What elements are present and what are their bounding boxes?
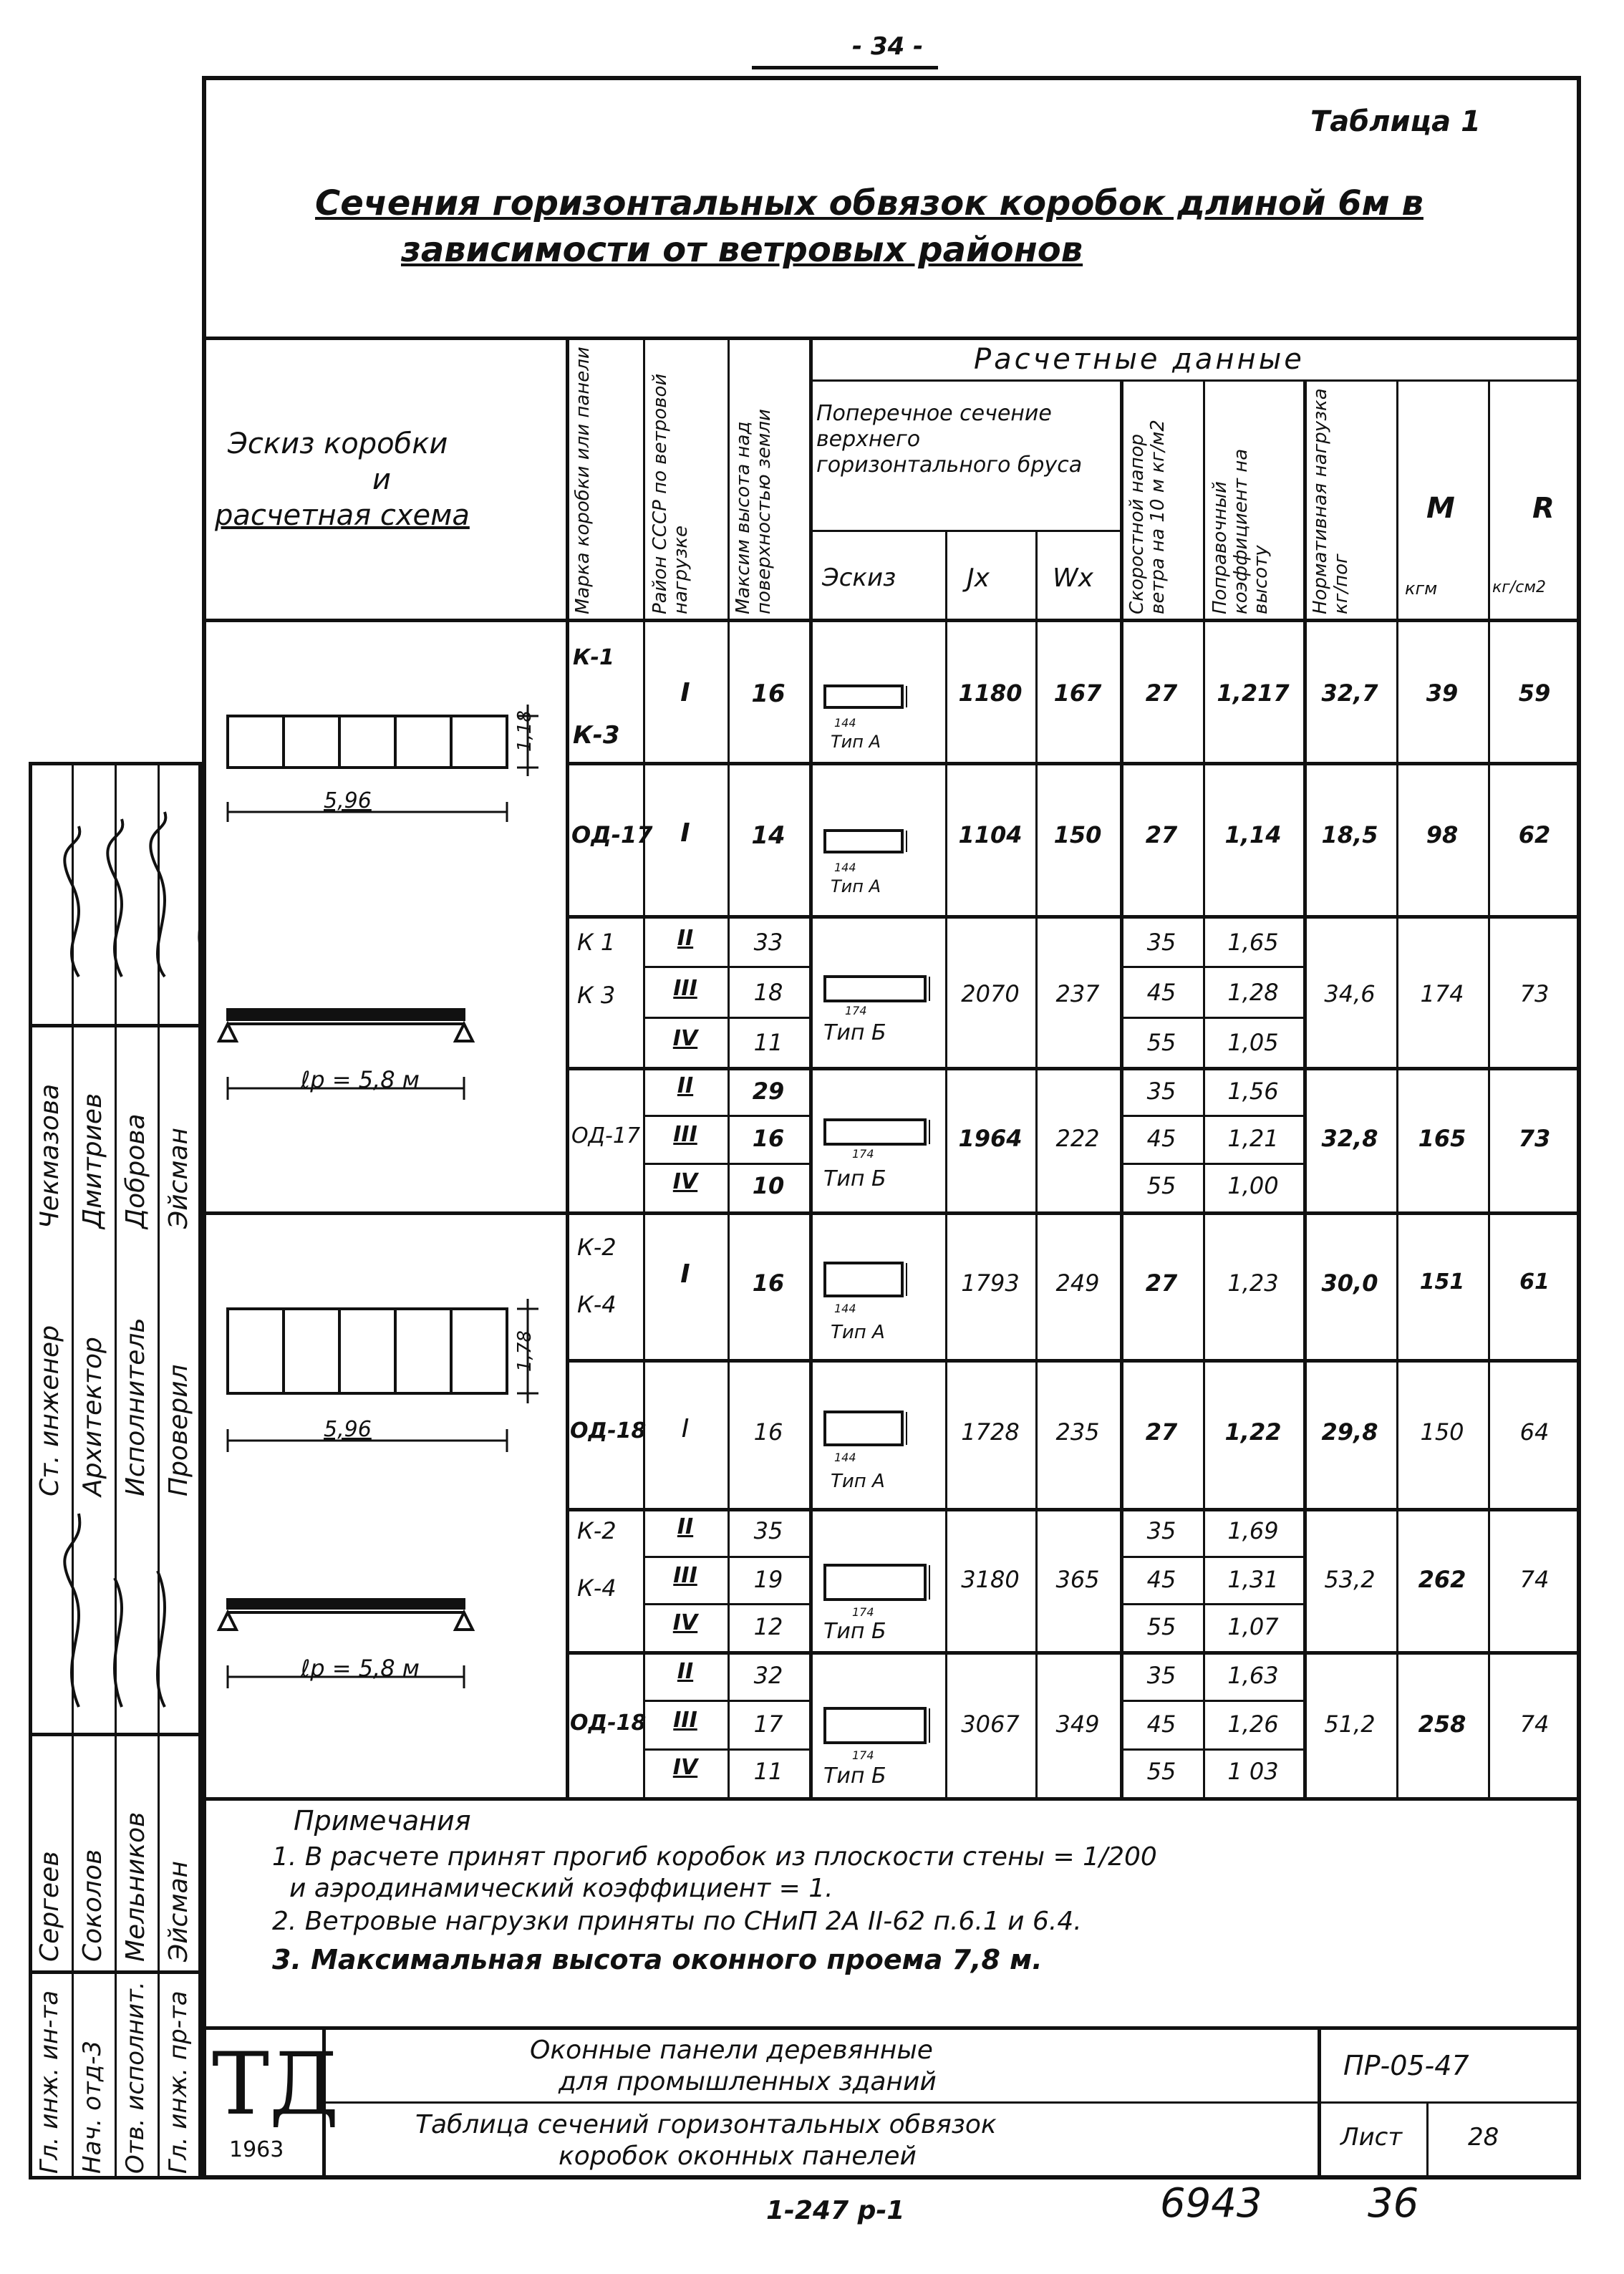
subrow-4d	[1120, 1163, 1303, 1165]
col-line-5	[945, 530, 947, 1797]
r8-height-3: 11	[753, 1758, 783, 1785]
r8-jx: 3067	[961, 1711, 1020, 1738]
stamp-mid-line	[322, 2101, 1581, 2104]
r3-height-1: 33	[753, 929, 783, 956]
r4-speed-1: 35	[1146, 1078, 1176, 1105]
r1-jx: 1180	[958, 679, 1023, 707]
r8-mark: ОД-18	[570, 1711, 647, 1736]
r8-speed-1: 35	[1146, 1662, 1176, 1689]
r2-r: 62	[1518, 821, 1551, 848]
r8-region-1: II	[677, 1659, 694, 1684]
r8-coef-3: 1 03	[1227, 1758, 1279, 1785]
stamp-top-line	[202, 2026, 1581, 2030]
dim-height-2: 1,78	[514, 1330, 536, 1372]
r8-speed-2: 45	[1146, 1711, 1176, 1738]
stamp-sheet-sep	[1426, 2101, 1429, 2179]
sec-type-3: Тип Б	[823, 1020, 886, 1045]
side-name-5: Сергеев	[35, 1851, 64, 1962]
sec-type-7: Тип Б	[823, 1619, 886, 1644]
r6-speed: 27	[1145, 1418, 1178, 1446]
side-pos-6: Нач. отд-3	[78, 2040, 107, 2174]
subrow-3d	[1120, 1017, 1303, 1019]
sec-type-8: Тип Б	[823, 1763, 886, 1789]
r6-r: 64	[1519, 1418, 1550, 1446]
r2-region: I	[680, 818, 690, 848]
table-top-line	[202, 337, 1581, 340]
header-mark: Марка коробки или панели	[572, 347, 594, 614]
side-pos-1: Ст. инженер	[35, 1325, 64, 1496]
side-pos-7: Отв. исполнит.	[121, 1981, 150, 2174]
header-calc: Расчетные данные	[974, 343, 1305, 376]
r2-coef: 1,14	[1224, 821, 1282, 848]
r5-wx: 249	[1055, 1269, 1100, 1297]
subrow-3a	[643, 966, 809, 968]
header-sketch-2: и	[372, 463, 391, 496]
side-name-8: Эйсман	[164, 1860, 193, 1962]
r8-speed-3: 55	[1146, 1758, 1176, 1785]
r7-r: 74	[1519, 1566, 1550, 1593]
header-m-unit: кгм	[1405, 579, 1438, 599]
r7-jx: 3180	[961, 1566, 1020, 1593]
box-elevation-2	[228, 1309, 507, 1393]
beam-load-1	[228, 1010, 464, 1020]
r7-mark-1: К-2	[577, 1517, 617, 1544]
r5-jx: 1793	[961, 1269, 1020, 1297]
r3-r: 73	[1519, 980, 1550, 1007]
r7-mark-2: К-4	[577, 1574, 617, 1602]
r5-speed: 27	[1145, 1269, 1178, 1297]
sec-type-2: Тип А	[831, 876, 881, 896]
notes-title: Примечания	[294, 1805, 471, 1837]
r1-speed: 27	[1145, 679, 1178, 707]
sec-dim-5: 144	[834, 1302, 856, 1315]
row-sep-5	[566, 1359, 1581, 1363]
sec-dim-8: 174	[852, 1748, 874, 1762]
table-label: Таблица 1	[1310, 105, 1481, 138]
r3-speed-2: 45	[1146, 979, 1176, 1006]
r4-mark: ОД-17	[571, 1123, 641, 1148]
header-coef: Поправочный коэффициент на высоту	[1209, 448, 1272, 614]
r2-wx: 150	[1053, 821, 1102, 848]
r7-wx: 365	[1055, 1566, 1100, 1593]
sec-dim-7: 174	[852, 1605, 874, 1619]
r6-mark: ОД-18	[570, 1418, 647, 1443]
r4-jx: 1964	[958, 1125, 1023, 1152]
r2-jx: 1104	[958, 821, 1023, 848]
r1-m: 39	[1426, 679, 1459, 707]
dim-width-2: 5,96	[324, 1417, 372, 1442]
r4-norm: 32,8	[1321, 1125, 1378, 1152]
subrow-8b	[643, 1748, 809, 1751]
r8-coef-1: 1,63	[1227, 1662, 1279, 1689]
r8-region-3: IV	[672, 1755, 698, 1780]
r7-region-1: II	[677, 1514, 694, 1539]
header-norm: Нормативная нагрузка кг/пог	[1310, 388, 1352, 614]
note-3: 3. Максимальная высота оконного проема 7,8 м.	[272, 1944, 1043, 1975]
r4-height-2: 16	[752, 1125, 785, 1152]
r1-height: 16	[751, 679, 786, 708]
r4-speed-2: 45	[1146, 1125, 1176, 1152]
side-name-2: Дмитриев	[78, 1093, 107, 1229]
box-elevation-1	[228, 716, 507, 768]
stamp-year: 1963	[229, 2137, 284, 2162]
r3-region-3: IV	[672, 1026, 698, 1051]
r7-height-2: 19	[753, 1566, 783, 1593]
r7-speed-1: 35	[1146, 1517, 1176, 1544]
row-sep-3	[566, 1067, 1581, 1070]
r8-m: 258	[1418, 1711, 1466, 1738]
subrow-4c	[1120, 1115, 1303, 1117]
r3-speed-3: 55	[1146, 1029, 1176, 1056]
r5-m: 151	[1419, 1269, 1465, 1295]
r7-coef-3: 1,07	[1227, 1613, 1279, 1640]
dim-height-1: 1,18	[514, 710, 536, 752]
r7-norm: 53,2	[1324, 1566, 1376, 1593]
sec-dim-4: 174	[852, 1147, 874, 1161]
r3-coef-3: 1,05	[1227, 1029, 1279, 1056]
r4-r: 73	[1518, 1125, 1551, 1152]
r1-mark-1: К-1	[573, 645, 614, 670]
r7-coef-2: 1,31	[1227, 1566, 1279, 1593]
r7-speed-2: 45	[1146, 1566, 1176, 1593]
r7-region-3: IV	[672, 1610, 698, 1635]
header-wx: Wx	[1053, 563, 1093, 593]
r1-r: 59	[1518, 679, 1551, 707]
r8-height-1: 32	[753, 1662, 783, 1689]
page-mark: - 34 -	[852, 32, 924, 61]
side-pos-2: Архитектор	[78, 1337, 107, 1496]
r3-region-2: III	[673, 976, 697, 1001]
r7-height-3: 12	[753, 1613, 783, 1640]
title-line-1: Сечения горизонтальных обвязок коробок длиной 6м в	[315, 183, 1424, 223]
row-sep-2	[566, 915, 1581, 919]
r3-height-3: 11	[753, 1029, 783, 1056]
r7-region-2: III	[673, 1563, 697, 1588]
title-line-2: зависимости от ветровых районов	[401, 230, 1083, 270]
r3-m: 174	[1420, 980, 1464, 1007]
sec-dim-6: 144	[834, 1451, 856, 1464]
sec-dim-3: 174	[845, 1004, 867, 1017]
r6-region: I	[681, 1414, 690, 1443]
r3-wx: 237	[1055, 980, 1100, 1007]
r3-coef-2: 1,28	[1227, 979, 1279, 1006]
r1-mark-2: К-3	[573, 721, 620, 750]
side-name-7: Мельников	[121, 1811, 150, 1962]
header-speed: Скоростной напор ветра на 10 м кг/м2	[1126, 420, 1169, 614]
subrow-8a	[643, 1700, 809, 1702]
stamp-sheet: 28	[1468, 2123, 1499, 2152]
subrow-8c	[1120, 1700, 1303, 1702]
subrow-8d	[1120, 1748, 1303, 1751]
signatures	[29, 762, 202, 1733]
header-sketch-1: Эскиз коробки	[228, 427, 448, 460]
r5-region: I	[680, 1259, 690, 1289]
r4-coef-2: 1,21	[1227, 1125, 1279, 1152]
r5-mark-2: К-4	[577, 1291, 617, 1318]
r4-coef-3: 1,00	[1227, 1172, 1279, 1199]
r8-norm: 51,2	[1324, 1711, 1376, 1738]
header-sketch-3: расчетная схема	[215, 499, 470, 532]
side-name-1: Чекмазова	[35, 1083, 64, 1229]
r4-region-1: II	[677, 1073, 694, 1098]
r7-coef-1: 1,69	[1227, 1517, 1279, 1544]
row-sep-7	[566, 1651, 1581, 1655]
header-r-unit: кг/см2	[1492, 579, 1546, 596]
r2-speed: 27	[1145, 821, 1178, 848]
header-jx: Jx	[967, 563, 990, 593]
r2-norm: 18,5	[1321, 821, 1378, 848]
r4-region-3: IV	[672, 1169, 698, 1194]
sec-dim-1: 144	[834, 716, 856, 730]
r3-speed-1: 35	[1146, 929, 1176, 956]
r7-m: 262	[1418, 1566, 1466, 1593]
scheme-drawings	[202, 619, 566, 1797]
side-pos-3: Исполнитель	[121, 1317, 150, 1496]
col-line-6	[1035, 530, 1038, 1797]
r3-height-2: 18	[753, 979, 783, 1006]
r1-norm: 32,7	[1321, 679, 1378, 707]
header-sketch-col: Эскиз	[822, 563, 896, 592]
r4-height-3: 10	[752, 1172, 785, 1199]
bottom-num-1: 6943	[1160, 2180, 1262, 2227]
stamp-logo: ТД	[212, 2035, 339, 2134]
header-region: Район СССР по ветровой нагрузке	[649, 373, 692, 614]
beam-load-2	[228, 1600, 464, 1608]
dim-width-1: 5,96	[324, 788, 372, 813]
sec-type-4: Тип Б	[823, 1166, 886, 1191]
sec-dim-2: 144	[834, 861, 856, 874]
r1-region: I	[680, 678, 690, 707]
r5-coef: 1,23	[1227, 1269, 1279, 1297]
table-bottom-line	[202, 1797, 1581, 1801]
bottom-num-2: 36	[1368, 2180, 1419, 2227]
r5-norm: 30,0	[1321, 1269, 1378, 1297]
r3-region-1: II	[677, 926, 694, 951]
r2-m: 98	[1426, 821, 1459, 848]
r5-mark-1: К-2	[577, 1234, 617, 1261]
side-pos-5: Гл. инж. ин-та	[35, 1990, 64, 2174]
stamp-desc-1b: для промышленных зданий	[559, 2067, 937, 2096]
stamp-code: ПР-05-47	[1343, 2050, 1469, 2081]
r3-coef-1: 1,65	[1227, 929, 1279, 956]
r5-height: 16	[752, 1269, 785, 1297]
span-1: ℓp = 5,8 м	[301, 1066, 420, 1093]
subrow-7a	[643, 1556, 809, 1558]
side-pos-8: Гл. инж. пр-та	[164, 1990, 193, 2174]
r3-mark-2: К 3	[577, 982, 616, 1009]
stamp-sheet-label: Лист	[1340, 2123, 1403, 2152]
r8-coef-2: 1,26	[1227, 1711, 1279, 1738]
note-1: 1. В расчете принят прогиб коробок из плоскости стены = 1/200	[272, 1842, 1157, 1872]
r8-wx: 349	[1055, 1711, 1100, 1738]
r5-r: 61	[1519, 1269, 1550, 1295]
header-r: R	[1532, 492, 1555, 525]
r1-wx: 167	[1053, 679, 1102, 707]
side-pos-4: Проверил	[164, 1364, 193, 1496]
row-sep-6	[566, 1508, 1581, 1511]
r4-height-1: 29	[752, 1078, 785, 1105]
r8-height-2: 17	[753, 1711, 783, 1738]
note-1b: и аэродинамический коэффициент = 1.	[289, 1874, 833, 1903]
r7-height-1: 35	[753, 1517, 783, 1544]
subrow-4a	[643, 1115, 809, 1117]
r1-coef: 1,217	[1217, 679, 1290, 707]
r6-wx: 235	[1055, 1418, 1100, 1446]
sec-type-1: Тип А	[831, 732, 881, 752]
r8-r: 74	[1519, 1711, 1550, 1738]
r6-norm: 29,8	[1321, 1418, 1378, 1446]
subrow-3b	[643, 1017, 809, 1019]
r4-speed-3: 55	[1146, 1172, 1176, 1199]
r8-region-2: III	[673, 1708, 697, 1733]
r4-region-2: III	[673, 1122, 697, 1147]
subrow-3c	[1120, 966, 1303, 968]
r4-coef-1: 1,56	[1227, 1078, 1279, 1105]
header-section: Поперечное сечение верхнего горизонтального бруса	[816, 401, 1083, 478]
stamp-desc-2b: коробок оконных панелей	[559, 2142, 917, 2171]
calc-header-line	[809, 379, 1581, 382]
r6-height: 16	[753, 1418, 783, 1446]
r2-height: 14	[751, 821, 786, 850]
r6-m: 150	[1420, 1418, 1464, 1446]
note-2: 2. Ветровые нагрузки приняты по СНиП 2А II-62 п.6.1 и 6.4.	[272, 1907, 1082, 1936]
row-sep-1	[566, 762, 1581, 765]
page-top-rule	[752, 66, 938, 69]
side-name-4: Эйсман	[164, 1127, 193, 1229]
r6-coef: 1,22	[1224, 1418, 1282, 1446]
bottom-ref: 1-247 р-1	[766, 2196, 905, 2225]
stamp-code-sep	[1318, 2026, 1321, 2179]
subrow-7c	[1120, 1556, 1303, 1558]
r4-m: 165	[1418, 1125, 1466, 1152]
r7-speed-3: 55	[1146, 1613, 1176, 1640]
section-sub-line	[809, 530, 1120, 532]
span-2: ℓp = 5,8 м	[301, 1655, 420, 1682]
r3-jx: 2070	[961, 980, 1020, 1007]
r6-jx: 1728	[961, 1418, 1020, 1446]
side-name-6: Соколов	[78, 1849, 107, 1962]
r3-norm: 34,6	[1324, 980, 1376, 1007]
side-name-3: Доброва	[121, 1113, 150, 1229]
r2-mark: ОД-17	[571, 821, 653, 848]
sec-type-6: Тип А	[831, 1471, 885, 1492]
subrow-7b	[643, 1603, 809, 1605]
header-m: M	[1426, 492, 1455, 525]
r3-mark-1: К 1	[577, 929, 616, 956]
subrow-7d	[1120, 1603, 1303, 1605]
r4-wx: 222	[1055, 1125, 1100, 1152]
subrow-4b	[643, 1163, 809, 1165]
header-height: Максим высота над поверхностью земли	[733, 409, 775, 614]
stamp-desc-1a: Оконные панели деревянные	[530, 2036, 933, 2065]
sec-type-5: Тип А	[831, 1322, 885, 1343]
stamp-desc-2a: Таблица сечений горизонтальных обвязок	[415, 2110, 997, 2139]
